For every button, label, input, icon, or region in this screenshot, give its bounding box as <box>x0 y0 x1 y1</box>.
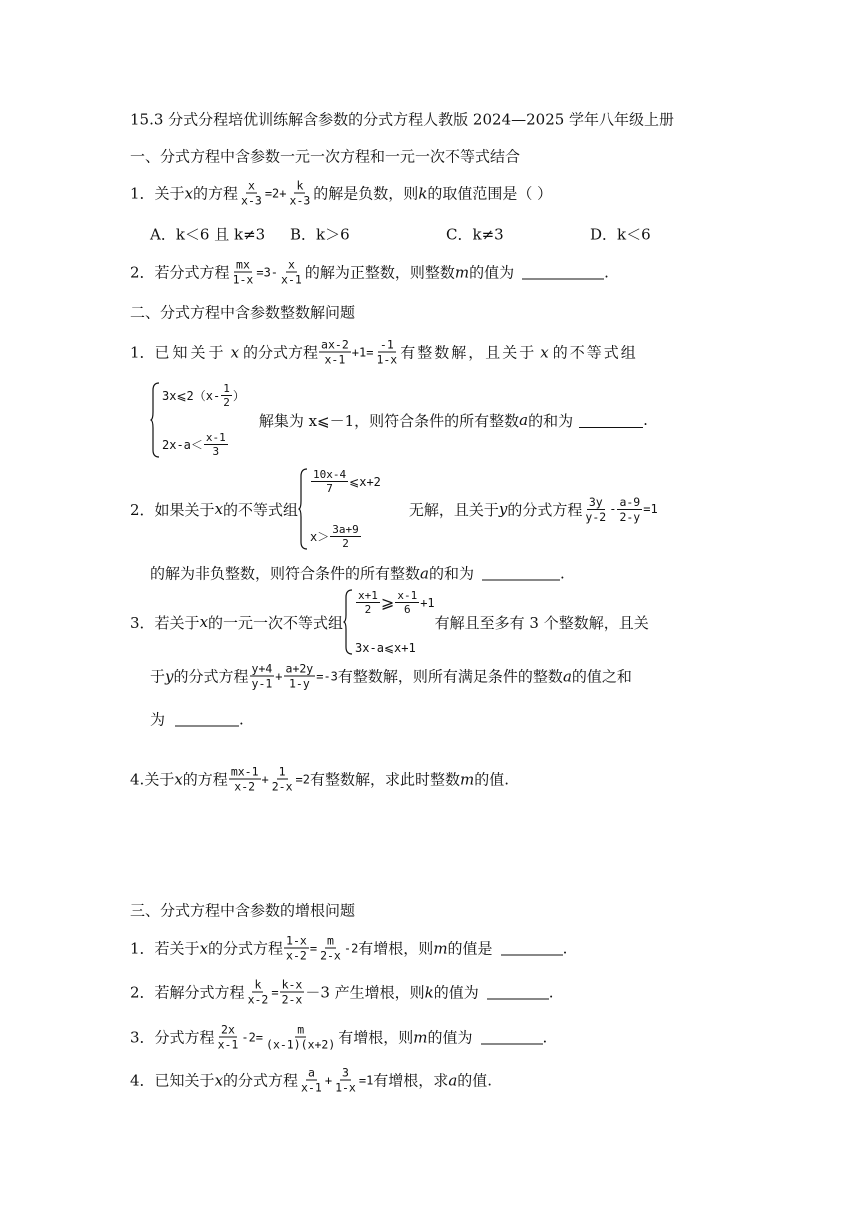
s3-question-3: 3． 分式方程 2x x-1 -2= $\frac{m}{(x-1)(x+2)}$ 有增根，则 m 的值为 . <box>130 1022 548 1052</box>
s2-question-4: 4. 关于 x 的方程 mx-1 x-2 + $\frac{1}{2-x}$ =2 有整数解，求此时整数 m 的值. <box>130 764 510 794</box>
s2-q1-system: 3x⩽2（x- 1 2 ） 2x-a＜ x-1 3 解集为 x⩽－1，则符合条件的所有整数 a 的和为 . <box>150 382 648 458</box>
fraction: 3y y-2 <box>585 494 607 524</box>
fraction: a x-1 <box>301 1065 322 1095</box>
s1-question-2: 2． 若分式方程 $\frac{mx}{1-x}$ =3- x x-1 的解为正整数，则整数 m 的值为 . <box>130 257 609 287</box>
s2-question-1: 1． 已知关于 x 的分式方程 ax-2 x-1 +1= $\frac{-1}{1-x}$ 有整数解，且关于 x 的不等式组 <box>130 337 638 367</box>
s3-question-2: 2． 若解分式方程 $\frac{k}{x-2}$ = $\frac{k-x}{2-x}$ －3 产生增根，则 k 的值为 . <box>130 977 554 1007</box>
fraction: $\frac{m}{2-x}$ <box>320 933 341 963</box>
answer-blank[interactable] <box>579 413 643 428</box>
s1-question-1: 1． 关于 x 的方程 $\frac{x}{x-3}$ =2+ $\frac{k}{x-3}$ 的解是负数，则 k 的取值范围是（ ） <box>130 178 553 208</box>
inequality-system: 3x⩽2（x- 1 2 ） 2x-a＜ x-1 3 <box>150 382 245 458</box>
option-c: C．k≠3 <box>446 225 504 244</box>
s2-q3-line-3: 为 . <box>150 710 244 729</box>
title-text: 15.3 分式分程培优训练解含参数的分式方程人教版 2024—2025 学年八年级上册 <box>130 110 675 129</box>
fraction: $\frac{-1}{1-x}$ <box>376 337 398 367</box>
s3-question-4: 4． 已知关于 x 的分式方程 a x-1 + $\frac{3}{1-x}$ =1 有增根，求 a 的值. <box>130 1065 493 1095</box>
s3-question-1: 1． 若关于 x 的分式方程 $\frac{1-x}{x-2}$ = $\frac{m}{2-x}$ -2 有增根，则 m 的值是 . <box>130 933 568 963</box>
left-brace-icon <box>298 468 308 550</box>
fraction: y+4 y-1 <box>251 661 273 691</box>
s2-q3-line-2: 于 y 的分式方程 y+4 y-1 + $\frac{a+2y}{1-y}$ =-3 有整数解，则所有满足条件的整数 a 的值之和 <box>150 661 632 691</box>
fraction: $\frac{1}{2-x}$ <box>271 764 293 794</box>
answer-blank[interactable] <box>522 265 604 280</box>
answer-blank[interactable] <box>487 985 549 1000</box>
section-3-heading: 三、分式方程中含参数的增根问题 <box>130 901 356 920</box>
section-2-heading: 二、分式方程中含参数整数解问题 <box>130 303 356 322</box>
fraction: $\frac{m}{(x-1)(x+2)}$ <box>266 1022 336 1052</box>
inequality-system: x+1 2 ⩾ x-1 6 +1 3x-a⩽x+1 <box>343 589 435 655</box>
document-title <box>130 109 674 130</box>
fraction: $\frac{mx}{1-x}$ <box>232 257 254 287</box>
fraction: $\frac{1-x}{x-2}$ <box>286 933 307 963</box>
fraction: ax-2 x-1 <box>321 337 349 367</box>
fraction: 2x x-1 <box>217 1022 239 1052</box>
s2-q2-line-2: 的解为非负整数，则符合条件的所有整数 a 的和为 . <box>150 564 565 583</box>
s2-question-2: 2． 如果关于 x 的不等式组 10x-4 7 ⩽x+2 x＞ 3a+9 2 无解，且关于 y 的分式方程 3y y-2 - $\frac{a-9}{2-y}$ =1 <box>130 468 658 550</box>
fraction: $\frac{k}{x-2}$ <box>247 977 269 1007</box>
option-d: D．k＜6 <box>590 225 651 244</box>
s2-question-3: 3． 若关于 x 的一元一次不等式组 x+1 2 ⩾ x-1 6 +1 3x-a⩽x+1 有解且至多有 3 个整数解，且关 <box>130 589 649 655</box>
option-b: B．k＞6 <box>290 225 350 244</box>
answer-blank[interactable] <box>482 566 560 581</box>
fraction: x x-1 <box>281 257 302 287</box>
section-1-heading: 一、分式方程中含参数一元一次方程和一元一次不等式结合 <box>130 147 521 166</box>
fraction: $\frac{k}{x-3}$ <box>289 178 311 208</box>
fraction: $\frac{k-x}{2-x}$ <box>281 977 303 1007</box>
fraction: $\frac{x}{x-3}$ <box>241 178 262 208</box>
left-brace-icon <box>150 382 160 458</box>
inequality-system: 10x-4 7 ⩽x+2 x＞ 3a+9 2 <box>298 468 381 550</box>
answer-blank[interactable] <box>481 1030 543 1045</box>
option-a: A．k＜6 且 k≠3 <box>150 225 266 244</box>
fraction: $\frac{3}{1-x}$ <box>335 1065 356 1095</box>
fraction: $\frac{a+2y}{1-y}$ <box>285 661 314 691</box>
fraction: mx-1 x-2 <box>230 764 259 794</box>
answer-blank[interactable] <box>175 712 239 727</box>
fraction: $\frac{a-9}{2-y}$ <box>619 494 641 524</box>
answer-blank[interactable] <box>501 941 563 956</box>
s1-q1-options <box>150 224 651 245</box>
left-brace-icon <box>343 589 353 655</box>
